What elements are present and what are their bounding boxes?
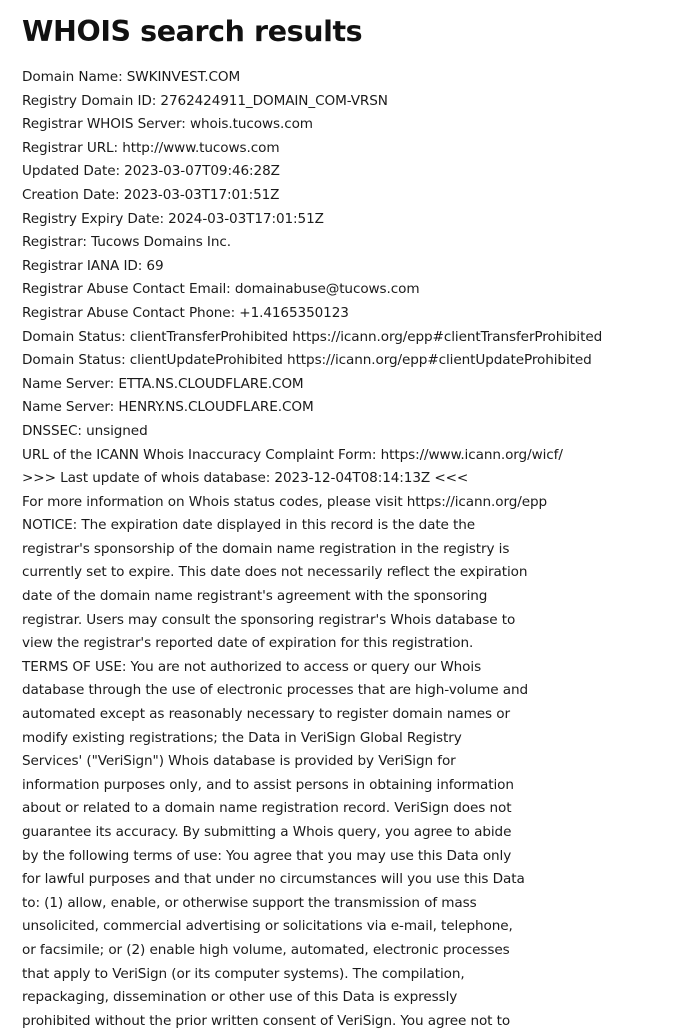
record-line: to: (1) allow, enable, or otherwise support the transmission of mass xyxy=(22,894,477,911)
record-line: Domain Status: clientTransferProhibited https://icann.org/epp#clientTransferProhibited xyxy=(22,328,603,345)
record-line: modify existing registrations; the Data in VeriSign Global Registry xyxy=(22,729,462,746)
record-line: for lawful purposes and that under no circumstances will you use this Data xyxy=(22,871,525,888)
record-line: Registrar: Tucows Domains Inc. xyxy=(22,234,231,251)
record-line: by the following terms of use: You agree that you may use this Data only xyxy=(22,847,512,864)
record-line: or facsimile; or (2) enable high volume, automated, electronic processes xyxy=(22,941,510,958)
record-line: automated except as reasonably necessary to register domain names or xyxy=(22,706,510,723)
record-line: Registrar Abuse Contact Email: domainabuse@tucows.com xyxy=(22,281,420,298)
page-title: WHOIS search results xyxy=(22,15,363,48)
record-line: Name Server: ETTA.NS.CLOUDFLARE.COM xyxy=(22,375,304,392)
record-line: Services' ("VeriSign") Whois database is provided by VeriSign for xyxy=(22,753,456,770)
record-line: Registrar WHOIS Server: whois.tucows.com xyxy=(22,116,313,133)
record-line: Domain Name: SWKINVEST.COM xyxy=(22,69,241,85)
record-line: Registrar Abuse Contact Phone: +1.4165350123 xyxy=(22,304,349,321)
record-line: registrar. Users may consult the sponsoring registrar's Whois database to xyxy=(22,611,516,628)
record-line: Updated Date: 2023-03-07T09:46:28Z xyxy=(22,163,280,180)
record-line: Creation Date: 2023-03-03T17:01:51Z xyxy=(22,186,280,203)
record-line: TERMS OF USE: You are not authorized to access or query our Whois xyxy=(22,658,482,675)
record-line: database through the use of electronic processes that are high-volume and xyxy=(22,682,528,699)
record-line: NOTICE: The expiration date displayed in this record is the date the xyxy=(22,517,476,534)
record-line: date of the domain name registrant's agreement with the sponsoring xyxy=(22,588,488,605)
record-line: registrar's sponsorship of the domain name registration in the registry is xyxy=(22,540,510,557)
record-line: >>> Last update of whois database: 2023-12-04T08:14:13Z <<< xyxy=(22,470,469,487)
record-line: about or related to a domain name registration record. VeriSign does not xyxy=(22,800,512,817)
record-line: Registry Expiry Date: 2024-03-03T17:01:51Z xyxy=(22,210,324,227)
whois-record xyxy=(22,66,602,1033)
record-line: that apply to VeriSign (or its computer systems). The compilation, xyxy=(22,965,465,982)
record-line: currently set to expire. This date does not necessarily reflect the expiration xyxy=(22,564,528,581)
record-line: information purposes only, and to assist persons in obtaining information xyxy=(22,776,514,793)
record-line: Registry Domain ID: 2762424911_DOMAIN_COM-VRSN xyxy=(22,92,388,109)
record-line: DNSSEC: unsigned xyxy=(22,422,148,439)
record-line: Registrar IANA ID: 69 xyxy=(22,257,164,274)
record-line: For more information on Whois status codes, please visit https://icann.org/epp xyxy=(22,493,548,510)
record-line: unsolicited, commercial advertising or solicitations via e-mail, telephone, xyxy=(22,918,513,935)
record-line: repackaging, dissemination or other use of this Data is expressly xyxy=(22,989,458,1006)
record-line: view the registrar's reported date of expiration for this registration. xyxy=(22,635,474,652)
record-line: Registrar URL: http://www.tucows.com xyxy=(22,139,280,156)
record-line: prohibited without the prior written consent of VeriSign. You agree not to xyxy=(22,1012,511,1029)
record-line: guarantee its accuracy. By submitting a Whois query, you agree to abide xyxy=(22,824,512,840)
record-line: Domain Status: clientUpdateProhibited https://icann.org/epp#clientUpdateProhibited xyxy=(22,352,592,369)
record-line: Name Server: HENRY.NS.CLOUDFLARE.COM xyxy=(22,399,314,416)
record-line: URL of the ICANN Whois Inaccuracy Complaint Form: https://www.icann.org/wicf/ xyxy=(22,446,563,463)
